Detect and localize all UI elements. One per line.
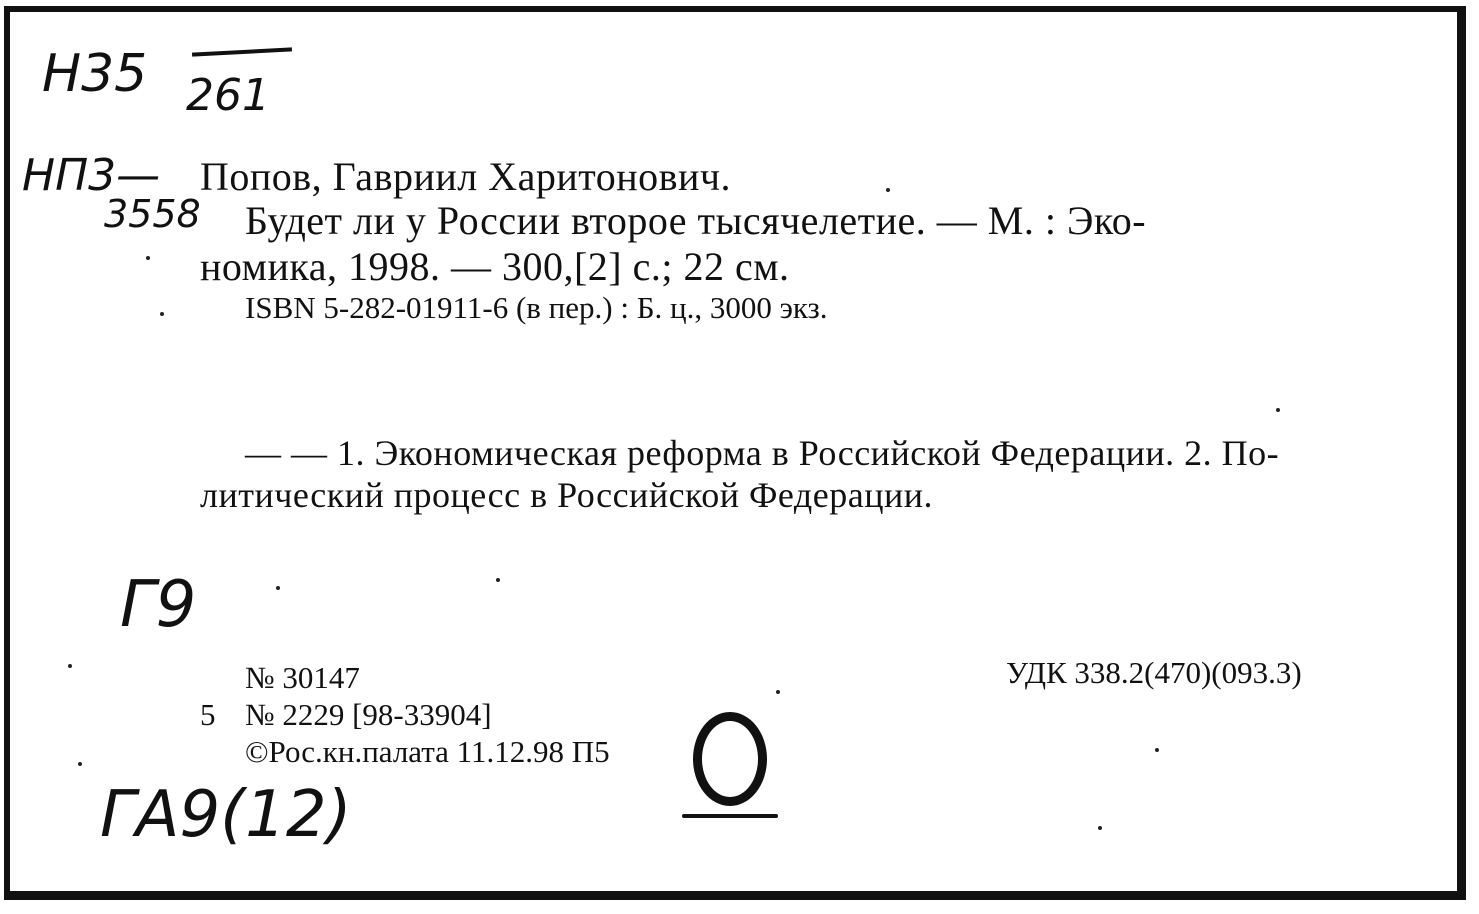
handwritten-code-top: Н35 bbox=[42, 44, 148, 104]
isbn-line: ISBN 5-282-01911-6 (в пер.) : Б. ц., 3000 экз. bbox=[245, 290, 828, 325]
speck bbox=[146, 256, 150, 260]
book-chamber-line: ©Рос.кн.палата 11.12.98 П5 bbox=[245, 734, 610, 769]
stamp-underline bbox=[682, 814, 778, 818]
handwritten-code-left-number: 3558 bbox=[104, 192, 201, 236]
handwritten-shelf-mark-1: Г9 bbox=[120, 568, 197, 642]
speck bbox=[776, 690, 780, 694]
subjects-line-2: литический процесс в Российской Федерации. bbox=[200, 475, 934, 515]
speck bbox=[160, 312, 164, 316]
udc-code: УДК 338.2(470)(093.3) bbox=[1006, 655, 1302, 690]
speck bbox=[1098, 826, 1102, 830]
handwritten-code-fraction: 261 bbox=[186, 70, 270, 121]
speck bbox=[68, 664, 72, 668]
title-line-2: номика, 1998. — 300,[2] с.; 22 см. bbox=[200, 244, 790, 289]
author-heading: Попов, Гавриил Харитонович. bbox=[200, 154, 732, 199]
speck bbox=[276, 586, 280, 590]
stamp-ring bbox=[693, 712, 767, 806]
handwritten-code-left: НП3— bbox=[22, 150, 161, 201]
title-line-1: Будет ли у России второе тысячелетие. — М. : Эко- bbox=[245, 198, 1147, 243]
card-number-2: № 2229 [98-33904] bbox=[245, 697, 492, 732]
speck bbox=[1276, 408, 1280, 412]
speck bbox=[886, 188, 890, 192]
speck bbox=[78, 762, 82, 766]
speck bbox=[496, 578, 500, 582]
speck bbox=[1155, 748, 1159, 752]
index-prefix: 5 bbox=[200, 697, 216, 732]
card-number-1: № 30147 bbox=[245, 660, 360, 695]
handwritten-shelf-mark-2: ГА9(12) bbox=[100, 778, 352, 852]
subjects-line-1: — — 1. Экономическая реформа в Российской Федерации. 2. По- bbox=[245, 433, 1280, 473]
